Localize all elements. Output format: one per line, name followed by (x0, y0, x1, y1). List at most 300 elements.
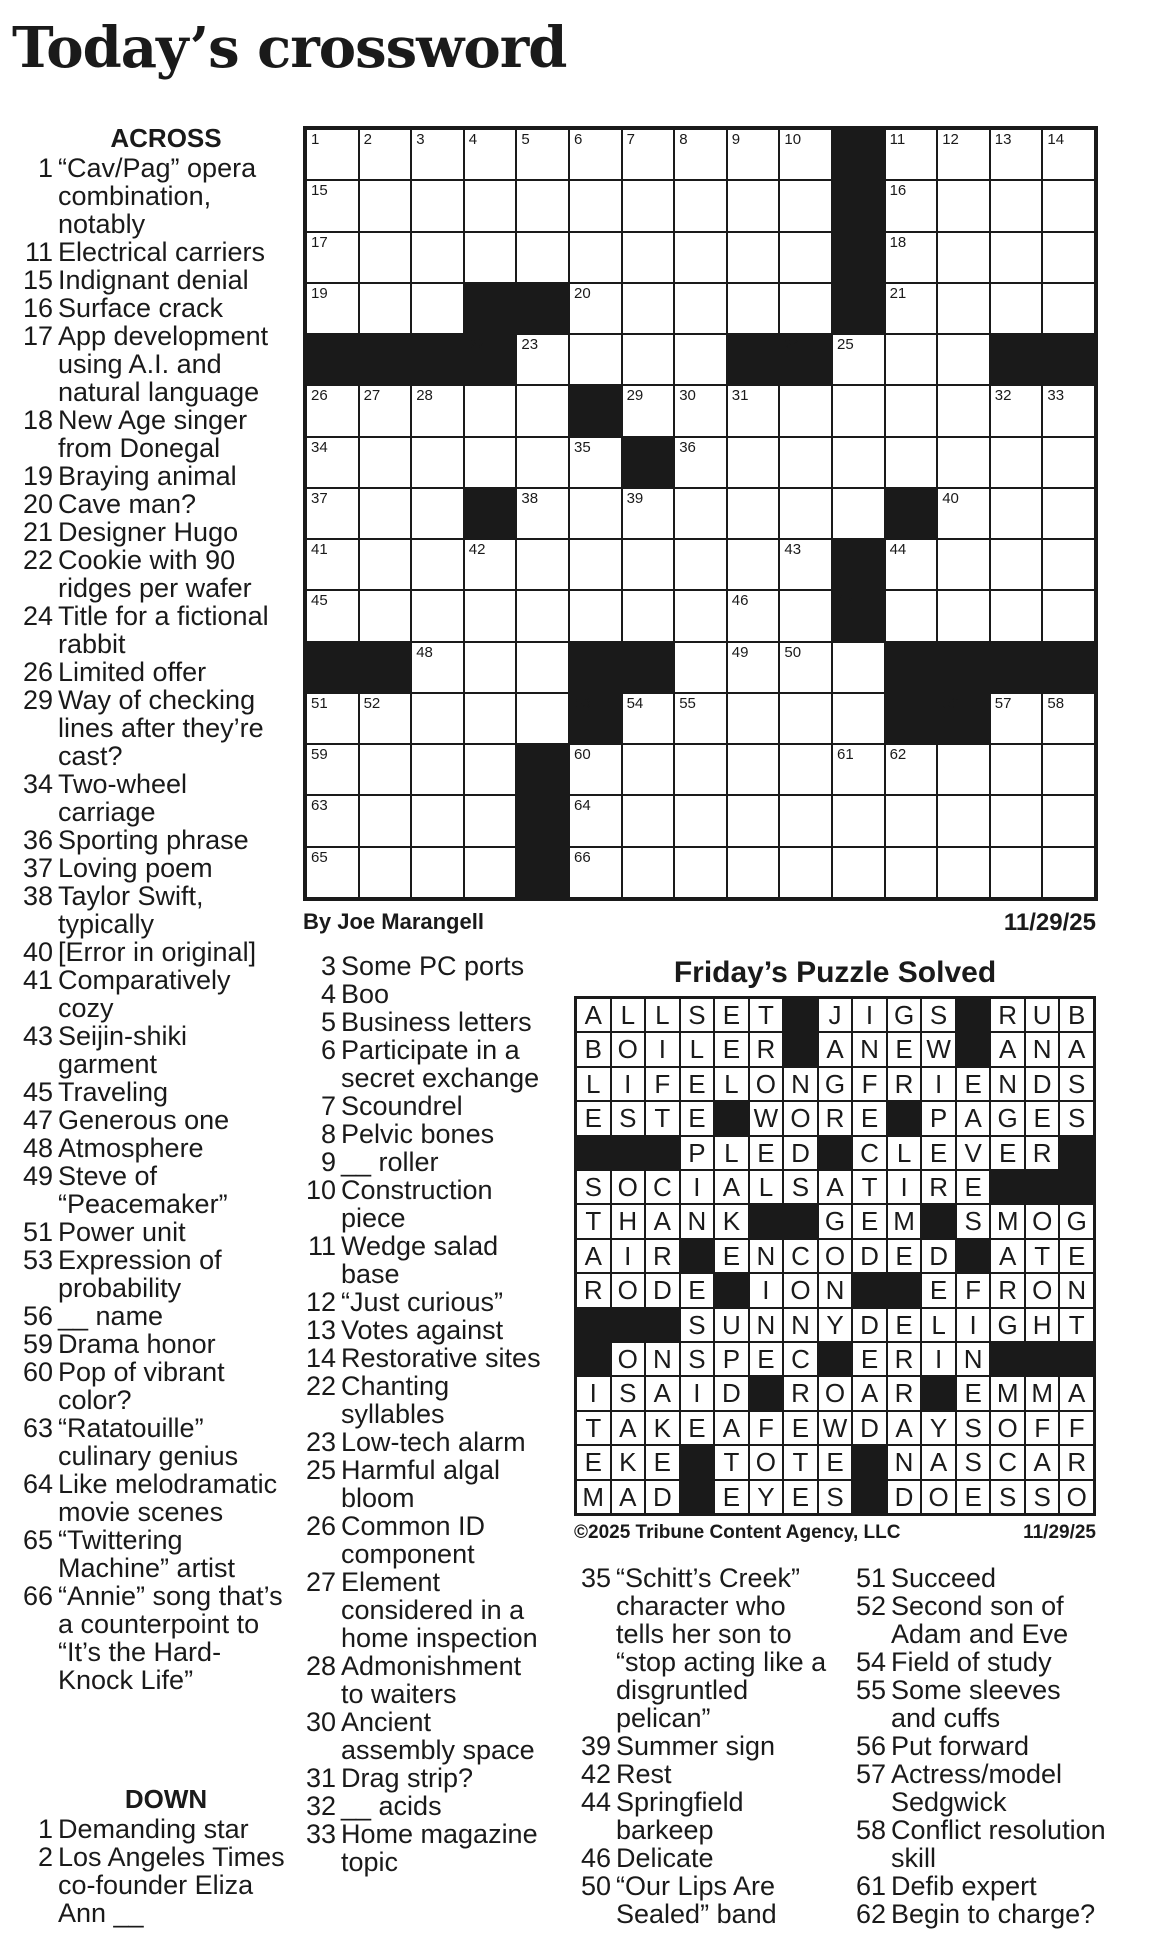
clue-number: 31 (305, 1763, 336, 1793)
grid-cell[interactable] (937, 129, 990, 180)
clue-text: “Just curious” (341, 1287, 504, 1317)
solution-cell: P (714, 1342, 749, 1376)
grid-cell[interactable] (937, 180, 990, 231)
solution-cell: E (680, 1101, 715, 1135)
down-heading: DOWN (124, 1784, 208, 1814)
solution-cell: T (1059, 1308, 1094, 1342)
grid-cell[interactable] (569, 744, 622, 795)
grid-cell[interactable] (779, 180, 832, 231)
solution-cell: S (1025, 1480, 1060, 1514)
grid-cell[interactable] (464, 642, 517, 693)
clue-text: Cave man? (58, 489, 197, 519)
grid-cell[interactable] (306, 180, 359, 231)
solution-cell: E (783, 1411, 818, 1445)
grid-cell[interactable] (727, 180, 780, 231)
solution-cell: N (956, 1342, 991, 1376)
grid-cell[interactable] (674, 488, 727, 539)
grid-cell[interactable] (411, 642, 464, 693)
grid-cell[interactable] (885, 180, 938, 231)
solution-cell: O (1059, 1480, 1094, 1514)
grid-cell[interactable] (832, 437, 885, 488)
grid-cell[interactable] (937, 283, 990, 334)
grid-cell[interactable] (306, 847, 359, 898)
grid-cell[interactable] (464, 693, 517, 744)
clue-text: New Age singer from Donegal (58, 405, 248, 463)
grid-cell[interactable] (674, 283, 727, 334)
solution-cell: O (818, 1239, 853, 1273)
solution-black-square (887, 1273, 922, 1307)
grid-cell[interactable] (516, 129, 569, 180)
grid-cell[interactable] (1042, 744, 1095, 795)
grid-cell[interactable] (464, 847, 517, 898)
grid-cell[interactable] (411, 437, 464, 488)
solution-cell: O (611, 1032, 646, 1066)
grid-cell[interactable] (1042, 847, 1095, 898)
grid-cell[interactable] (359, 180, 412, 231)
solution-black-square (956, 998, 991, 1032)
grid-cell[interactable] (569, 283, 622, 334)
grid-cell[interactable] (1042, 795, 1095, 846)
grid-cell[interactable] (516, 488, 569, 539)
solution-cell: I (921, 1342, 956, 1376)
grid-cell[interactable] (569, 488, 622, 539)
grid-cell[interactable] (885, 539, 938, 590)
grid-cell[interactable] (990, 539, 1043, 590)
clue-text: Restorative sites (341, 1343, 541, 1373)
clue-text: Taylor Swift, typically (58, 881, 204, 939)
clue-text: Way of checking lines after they’re cast? (58, 685, 264, 771)
grid-cell[interactable] (885, 847, 938, 898)
grid-cell[interactable] (516, 642, 569, 693)
solution-cell: A (852, 1376, 887, 1410)
grid-cell[interactable] (727, 590, 780, 641)
grid-cell[interactable] (411, 590, 464, 641)
black-square (885, 488, 938, 539)
grid-cell[interactable] (411, 795, 464, 846)
grid-cell[interactable] (569, 129, 622, 180)
grid-cell[interactable] (990, 488, 1043, 539)
grid-cell[interactable] (990, 283, 1043, 334)
grid-cell[interactable] (516, 693, 569, 744)
grid-cell[interactable] (306, 693, 359, 744)
grid-cell[interactable] (885, 334, 938, 385)
grid-cell[interactable] (779, 539, 832, 590)
grid-cell[interactable] (1042, 180, 1095, 231)
cell-number: 41 (311, 541, 328, 559)
grid-cell[interactable] (1042, 539, 1095, 590)
solution-cell: G (818, 1067, 853, 1101)
solution-cell: N (680, 1204, 715, 1238)
grid-cell[interactable] (990, 693, 1043, 744)
grid-cell[interactable] (885, 795, 938, 846)
grid-cell[interactable] (990, 437, 1043, 488)
cell-number: 10 (784, 131, 802, 148)
solution-black-square (818, 1342, 853, 1376)
grid-cell[interactable] (359, 129, 412, 180)
grid-cell[interactable] (622, 795, 675, 846)
solution-cell: A (956, 1101, 991, 1135)
solution-cell: O (1025, 1273, 1060, 1307)
grid-cell[interactable] (779, 385, 832, 436)
solution-cell: K (645, 1411, 680, 1445)
grid-cell[interactable] (411, 180, 464, 231)
grid-cell[interactable] (727, 385, 780, 436)
grid-cell[interactable] (464, 437, 517, 488)
black-square (516, 283, 569, 334)
grid-cell[interactable] (727, 232, 780, 283)
grid-cell[interactable] (779, 590, 832, 641)
cell-number: 7 (626, 131, 635, 148)
grid-cell[interactable] (411, 847, 464, 898)
solution-cell: I (680, 1170, 715, 1204)
grid-cell[interactable] (516, 590, 569, 641)
grid-cell[interactable] (622, 590, 675, 641)
grid-cell[interactable] (464, 232, 517, 283)
grid-cell[interactable] (569, 232, 622, 283)
grid-cell[interactable] (832, 693, 885, 744)
grid-cell[interactable] (359, 847, 412, 898)
grid-cell[interactable] (727, 129, 780, 180)
clue-text: Harmful algal bloom (341, 1455, 501, 1513)
grid-cell[interactable] (990, 744, 1043, 795)
solution-cell: D (645, 1480, 680, 1514)
clue-43 (20, 1022, 292, 1078)
grid-cell[interactable] (464, 744, 517, 795)
solution-black-square (1025, 1342, 1060, 1376)
grid-cell[interactable] (885, 437, 938, 488)
grid-cell[interactable] (464, 795, 517, 846)
grid-cell[interactable] (779, 744, 832, 795)
grid-cell[interactable] (674, 385, 727, 436)
solution-cell: I (887, 1170, 922, 1204)
grid-cell[interactable] (885, 232, 938, 283)
solution-cell: R (1025, 1136, 1060, 1170)
grid-cell[interactable] (832, 488, 885, 539)
grid-cell[interactable] (832, 795, 885, 846)
black-square (516, 744, 569, 795)
solution-cell: D (1025, 1067, 1060, 1101)
clue-text: Chanting syllables (341, 1371, 450, 1429)
cell-number: 27 (363, 387, 381, 405)
grid-cell[interactable] (674, 437, 727, 488)
grid-cell[interactable] (306, 488, 359, 539)
grid-cell[interactable] (674, 539, 727, 590)
grid-cell[interactable] (727, 642, 780, 693)
grid-cell[interactable] (516, 539, 569, 590)
grid-cell[interactable] (779, 232, 832, 283)
clue-number: 42 (580, 1759, 611, 1789)
solution-cell: L (714, 1067, 749, 1101)
solution-cell: A (818, 1170, 853, 1204)
clue-number: 3 (320, 951, 336, 981)
grid-cell[interactable] (779, 693, 832, 744)
clue-text: Expression of probability (58, 1245, 222, 1303)
clue-35 (573, 1564, 835, 1732)
grid-cell[interactable] (359, 385, 412, 436)
clue-number: 29 (22, 685, 53, 715)
grid-cell[interactable] (306, 795, 359, 846)
grid-cell[interactable] (1042, 232, 1095, 283)
grid-cell[interactable] (990, 847, 1043, 898)
grid-cell[interactable] (885, 129, 938, 180)
clue-31 (300, 1764, 550, 1792)
clue-number: 48 (22, 1133, 53, 1163)
grid-cell[interactable] (411, 283, 464, 334)
grid-cell[interactable] (516, 385, 569, 436)
clue-text: Pelvic bones (341, 1119, 495, 1149)
grid-cell[interactable] (674, 744, 727, 795)
grid-cell[interactable] (1042, 283, 1095, 334)
grid-cell[interactable] (779, 283, 832, 334)
grid-cell[interactable] (306, 385, 359, 436)
solution-cell: H (611, 1204, 646, 1238)
grid-cell[interactable] (937, 539, 990, 590)
grid-cell[interactable] (727, 488, 780, 539)
grid-cell[interactable] (569, 590, 622, 641)
clue-text: “Twittering Machine” artist (58, 1525, 236, 1583)
grid-cell[interactable] (1042, 693, 1095, 744)
grid-cell[interactable] (727, 795, 780, 846)
grid-cell[interactable] (832, 642, 885, 693)
clue-22 (300, 1372, 550, 1428)
grid-cell[interactable] (411, 539, 464, 590)
grid-cell[interactable] (937, 437, 990, 488)
grid-cell[interactable] (990, 232, 1043, 283)
grid-cell[interactable] (937, 232, 990, 283)
black-square (832, 180, 885, 231)
clue-1 (20, 154, 292, 238)
clue-58 (848, 1816, 1110, 1872)
grid-cell[interactable] (516, 180, 569, 231)
grid-cell[interactable] (727, 283, 780, 334)
grid-cell[interactable] (516, 437, 569, 488)
grid-cell[interactable] (306, 129, 359, 180)
clue-number: 50 (580, 1871, 611, 1901)
grid-cell[interactable] (1042, 129, 1095, 180)
grid-cell[interactable] (306, 590, 359, 641)
clue-text: Designer Hugo (58, 517, 239, 547)
grid-cell[interactable] (832, 334, 885, 385)
cell-number: 64 (573, 797, 591, 815)
grid-cell[interactable] (306, 232, 359, 283)
solution-black-square (921, 1376, 956, 1410)
grid-cell[interactable] (359, 590, 412, 641)
clue-text: Braying animal (58, 461, 237, 491)
grid-cell[interactable] (622, 488, 675, 539)
clue-59 (20, 1330, 292, 1358)
clue-number: 7 (320, 1091, 336, 1121)
solution-cell: E (576, 1445, 611, 1479)
grid-cell[interactable] (622, 129, 675, 180)
grid-cell[interactable] (727, 693, 780, 744)
grid-cell[interactable] (1042, 488, 1095, 539)
grid-cell[interactable] (569, 795, 622, 846)
solution-cell: F (749, 1411, 784, 1445)
clue-number: 55 (855, 1675, 886, 1705)
grid-cell[interactable] (516, 334, 569, 385)
grid-cell[interactable] (885, 283, 938, 334)
clue-text: Defib expert (891, 1871, 1037, 1901)
grid-cell[interactable] (990, 385, 1043, 436)
grid-cell[interactable] (306, 539, 359, 590)
grid-cell[interactable] (727, 437, 780, 488)
clue-number: 64 (22, 1469, 53, 1499)
grid-cell[interactable] (937, 488, 990, 539)
grid-cell[interactable] (569, 539, 622, 590)
black-square (464, 334, 517, 385)
grid-cell[interactable] (832, 385, 885, 436)
grid-cell[interactable] (411, 744, 464, 795)
grid-cell[interactable] (622, 693, 675, 744)
grid-cell[interactable] (622, 539, 675, 590)
grid-cell[interactable] (674, 847, 727, 898)
solution-cell: Y (749, 1480, 784, 1514)
solution-cell: R (990, 1273, 1025, 1307)
grid-cell[interactable] (779, 795, 832, 846)
grid-cell[interactable] (674, 590, 727, 641)
solution-cell: S (783, 1170, 818, 1204)
grid-cell[interactable] (359, 744, 412, 795)
grid-cell[interactable] (885, 385, 938, 436)
grid-cell[interactable] (464, 539, 517, 590)
grid-cell[interactable] (990, 795, 1043, 846)
cell-number: 42 (468, 541, 486, 559)
grid-cell[interactable] (937, 847, 990, 898)
grid-cell[interactable] (937, 744, 990, 795)
grid-cell[interactable] (727, 847, 780, 898)
grid-cell[interactable] (569, 847, 622, 898)
grid-cell[interactable] (832, 847, 885, 898)
clue-text: Some sleeves and cuffs (891, 1675, 1061, 1733)
grid-cell[interactable] (990, 129, 1043, 180)
grid-cell[interactable] (937, 795, 990, 846)
grid-cell[interactable] (674, 693, 727, 744)
clue-number: 24 (22, 601, 53, 631)
grid-cell[interactable] (674, 180, 727, 231)
grid-cell[interactable] (779, 642, 832, 693)
grid-cell[interactable] (569, 180, 622, 231)
grid-cell[interactable] (359, 539, 412, 590)
solution-cell: B (576, 1032, 611, 1066)
grid-cell[interactable] (359, 437, 412, 488)
cell-number: 36 (679, 438, 696, 456)
solution-cell: S (956, 1445, 991, 1479)
solution-cell: N (749, 1308, 784, 1342)
solution-cell: P (680, 1136, 715, 1170)
grid-cell[interactable] (990, 590, 1043, 641)
grid-cell[interactable] (727, 539, 780, 590)
grid-cell[interactable] (622, 744, 675, 795)
grid-cell[interactable] (937, 590, 990, 641)
grid-cell[interactable] (306, 437, 359, 488)
solution-cell: E (680, 1067, 715, 1101)
grid-cell[interactable] (464, 590, 517, 641)
grid-cell[interactable] (411, 385, 464, 436)
grid-cell[interactable] (411, 129, 464, 180)
clue-30 (300, 1708, 550, 1764)
grid-cell[interactable] (622, 283, 675, 334)
grid-cell[interactable] (622, 385, 675, 436)
clue-41 (20, 966, 292, 1022)
clue-text: “Schitt’s Creek” character who tells her son to “stop acting like a disgruntled pelican” (616, 1563, 827, 1733)
grid-cell[interactable] (622, 232, 675, 283)
grid-cell[interactable] (359, 488, 412, 539)
grid-cell[interactable] (359, 283, 412, 334)
clue-number: 6 (320, 1035, 336, 1065)
grid-cell[interactable] (569, 334, 622, 385)
grid-cell[interactable] (1042, 590, 1095, 641)
clue-26 (20, 658, 292, 686)
grid-cell[interactable] (622, 334, 675, 385)
grid-cell[interactable] (674, 795, 727, 846)
grid-cell[interactable] (359, 232, 412, 283)
solution-cell: A (576, 1239, 611, 1273)
grid-cell[interactable] (464, 129, 517, 180)
grid-cell[interactable] (411, 693, 464, 744)
grid-cell[interactable] (306, 744, 359, 795)
grid-cell[interactable] (832, 744, 885, 795)
clue-33 (300, 1820, 550, 1876)
solution-cell: A (1059, 1032, 1094, 1066)
grid-cell[interactable] (674, 334, 727, 385)
clue-text: Sporting phrase (58, 825, 249, 855)
grid-cell[interactable] (674, 642, 727, 693)
grid-cell[interactable] (674, 232, 727, 283)
solution-cell: J (818, 998, 853, 1032)
solution-cell: P (921, 1101, 956, 1135)
solution-cell: O (783, 1273, 818, 1307)
grid-cell[interactable] (1042, 385, 1095, 436)
grid-cell[interactable] (622, 847, 675, 898)
grid-cell[interactable] (464, 385, 517, 436)
grid-cell[interactable] (937, 334, 990, 385)
grid-cell[interactable] (359, 795, 412, 846)
solution-cell: R (1059, 1445, 1094, 1479)
grid-cell[interactable] (990, 180, 1043, 231)
clue-36 (20, 826, 292, 854)
solution-black-square (852, 1480, 887, 1514)
grid-cell[interactable] (779, 437, 832, 488)
solution-cell: E (749, 1136, 784, 1170)
grid-cell[interactable] (779, 488, 832, 539)
grid-cell[interactable] (779, 129, 832, 180)
clue-number: 27 (305, 1567, 336, 1597)
clue-number: 17 (22, 321, 53, 351)
grid-cell[interactable] (306, 283, 359, 334)
grid-cell[interactable] (516, 232, 569, 283)
grid-cell[interactable] (1042, 437, 1095, 488)
solution-black-square (990, 1170, 1025, 1204)
clue-number: 28 (305, 1651, 336, 1681)
grid-cell[interactable] (937, 385, 990, 436)
grid-cell[interactable] (779, 847, 832, 898)
black-square (779, 334, 832, 385)
grid-cell[interactable] (885, 590, 938, 641)
grid-cell[interactable] (359, 693, 412, 744)
grid-cell[interactable] (411, 232, 464, 283)
grid-cell[interactable] (569, 437, 622, 488)
cell-number: 33 (1047, 387, 1065, 405)
grid-cell[interactable] (464, 180, 517, 231)
grid-cell[interactable] (727, 744, 780, 795)
grid-cell[interactable] (411, 488, 464, 539)
clue-49 (20, 1162, 292, 1218)
solution-cell: N (645, 1342, 680, 1376)
solution-black-square (576, 1308, 611, 1342)
grid-cell[interactable] (622, 180, 675, 231)
grid-cell[interactable] (885, 744, 938, 795)
grid-cell[interactable] (674, 129, 727, 180)
